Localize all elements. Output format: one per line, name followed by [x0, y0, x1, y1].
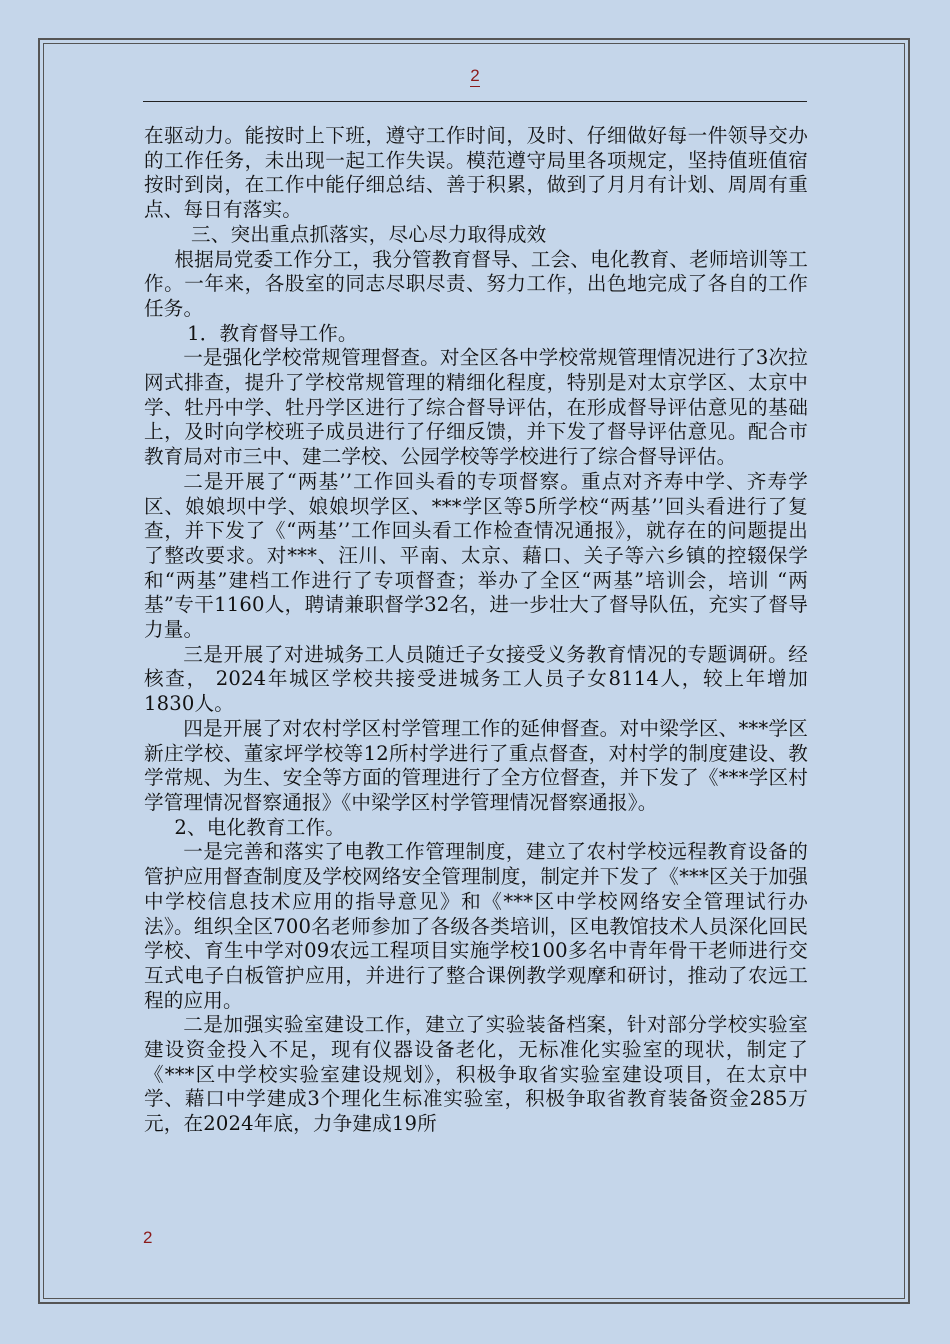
paragraph-division-of-work: 根据局党委工作分工，我分管教育督导、工会、电化教育、老师培训等工作。一年来，各股室的同志尽职尽责、努力工作，出色地完成了各自的工作任务。: [144, 247, 808, 320]
paragraph-laboratory-construction: 二是加强实验室建设工作，建立了实验装备档案，针对部分学校实验室建设资金投入不足，现有仪器设备老化，无标准化实验室的现状，制定了《***区中学校实验室建设规划》，积极争取省实验室建设项目，在太京中学、藉口中学建成3个理化生标准实验室，积极争取省教育装备资金285万元，在2024年底，力争建成19所: [144, 1013, 808, 1136]
section-heading-3: 三、突出重点抓落实，尽心尽力取得成效: [191, 222, 547, 246]
paragraph-village-schools: 四是开展了对农村学区村学管理工作的延伸督查。对中梁学区、***学区新庄学校、董家坪学校等12所村学进行了重点督查，对村学的制度建设、教学常规、为生、安全等方面的管理进行了全方位督查，并下发了《***学区村学管理情况督察通报》《中梁学区村学管理情况督察通报》。: [144, 716, 808, 814]
subheading-electronic-education: 2、电化教育工作。: [174, 815, 345, 839]
header-page-number: [0, 66, 950, 86]
header-rule: [143, 101, 807, 102]
header-page-number-text: 2: [470, 66, 480, 85]
paragraph-e-education-system: 一是完善和落实了电教工作管理制度，建立了农村学校远程教育设备的管护应用督查制度及学校网络安全管理制度，制定并下发了《***区关于加强中学校信息技术应用的指导意见》和《***区中学校网络安全管理试行办法》。组织全区700名老师参加了各级各类培训，区电教馆技术人员深化回民学校、育生中学对09农远工程项目实施学校100多名中青年骨干老师进行交互式电子白板管护应用，并进行了整合课例教学观摩和研讨，推动了农远工程的应用。: [144, 840, 808, 1012]
paragraph-migrant-children: 三是开展了对进城务工人员随迁子女接受义务教育情况的专题调研。经核查， 2024年城区学校共接受进城务工人员子女8114人，较上年增加1830人。: [144, 642, 808, 716]
document-body: [144, 124, 808, 1137]
footer-page-number: 2: [143, 1228, 153, 1247]
paragraph-routine-management: 一是强化学校常规管理督查。对全区各中学校常规管理情况进行了3次拉网式排查，提升了学校常规管理的精细化程度，特别是对太京学区、太京中学、牡丹中学、牡丹学区进行了综合督导评估，在形成督导评估意见的基础上，及时向学校班子成员进行了仔细反馈，并下发了督导评估意见。配合市教育局对市三中、建二学校、公园学校等学校进行了综合督导评估。: [144, 346, 808, 469]
paragraph-work-attitude: 在驱动力。能按时上下班，遵守工作时间，及时、仔细做好每一件领导交办的工作任务，未出现一起工作失误。模范遵守局里各项规定，坚持值班值宿按时到岗，在工作中能仔细总结、善于积累，做到了月月有计划、周周有重点、每日有落实。: [144, 124, 808, 222]
subheading-education-supervision: 1．教育督导工作。: [187, 321, 358, 345]
paragraph-two-basics-review: 二是开展了“两基’’工作回头看的专项督察。重点对齐寿中学、齐寿学区、娘娘坝中学、娘娘坝学区、***学区等5所学校“两基’’回头看进行了复查，并下发了《“两基’’工作回头看工作检查情况通报》，就存在的问题提出了整改要求。对***、汪川、平南、太京、藉口、关子等六乡镇的控辍保学和“两基”建档工作进行了专项督查；举办了全区“两基”培训会，培训 “两基”专干1160人，聘请兼职督学32名，进一步壮大了督导队伍，充实了督导力量。: [144, 469, 808, 642]
